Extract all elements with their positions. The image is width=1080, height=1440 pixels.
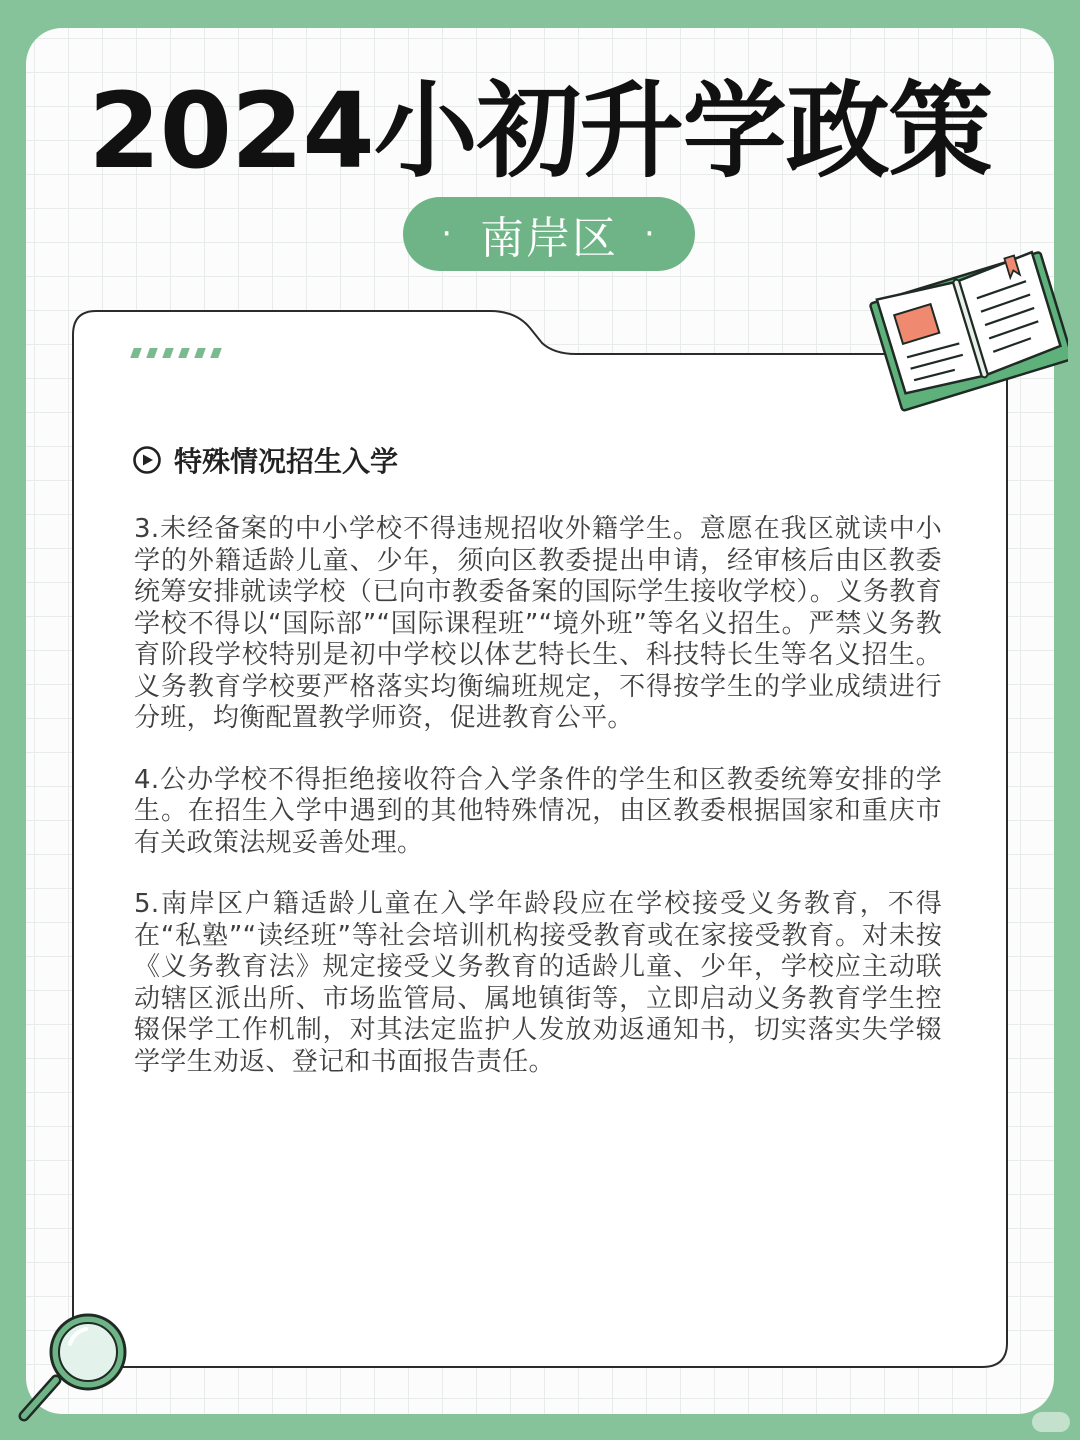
watermark	[1032, 1412, 1070, 1432]
section-heading-text: 特殊情况招生入学	[174, 445, 399, 478]
section-heading	[132, 440, 398, 480]
paragraph-item-4: 4.公办学校不得拒绝接收符合入学条件的学生和区教委统筹安排的学生。在招生入学中遇到的其他特殊情况，由区教委根据国家和重庆市有关政策法规妥善处理。	[134, 764, 942, 858]
district-label: 南岸区	[480, 213, 618, 264]
policy-paragraphs	[134, 514, 942, 1108]
decorative-stripes	[132, 348, 220, 358]
district-badge	[403, 197, 695, 271]
pill-dot-left: ·	[441, 214, 454, 254]
content-card	[72, 310, 1008, 1368]
paragraph-item-5: 5.南岸区户籍适龄儿童在入学年龄段应在学校接受义务教育，不得在“私塾”“读经班”等社会培训机构接受教育或在家接受教育。对未按《义务教育法》规定接受义务教育的适龄儿童、少年，学校应主动联动辖区派出所、市场监管局、属地镇街等，立即启动义务教育学生控辍保学工作机制，对其法定监护人发放劝返通知书，切实落实失学辍学学生劝返、登记和书面报告责任。	[134, 889, 942, 1077]
page-title: 2024小初升学政策	[88, 70, 992, 192]
play-circle-icon	[132, 445, 162, 475]
magnifier-icon	[14, 1312, 134, 1424]
open-book-icon	[868, 236, 1068, 412]
pill-dot-right: ·	[644, 214, 657, 254]
paragraph-item-3: 3.未经备案的中小学校不得违规招收外籍学生。意愿在我区就读中小学的外籍适龄儿童、少年，须向区教委提出申请，经审核后由区教委统筹安排就读学校（已向市教委备案的国际学生接收学校）。义务教育学校不得以“国际部”“国际课程班”“境外班”等名义招生。严禁义务教育阶段学校特别是初中学校以体艺特长生、科技特长生等名义招生。义务教育学校要严格落实均衡编班规定，不得按学生的学业成绩进行分班，均衡配置教学师资，促进教育公平。	[134, 514, 942, 733]
